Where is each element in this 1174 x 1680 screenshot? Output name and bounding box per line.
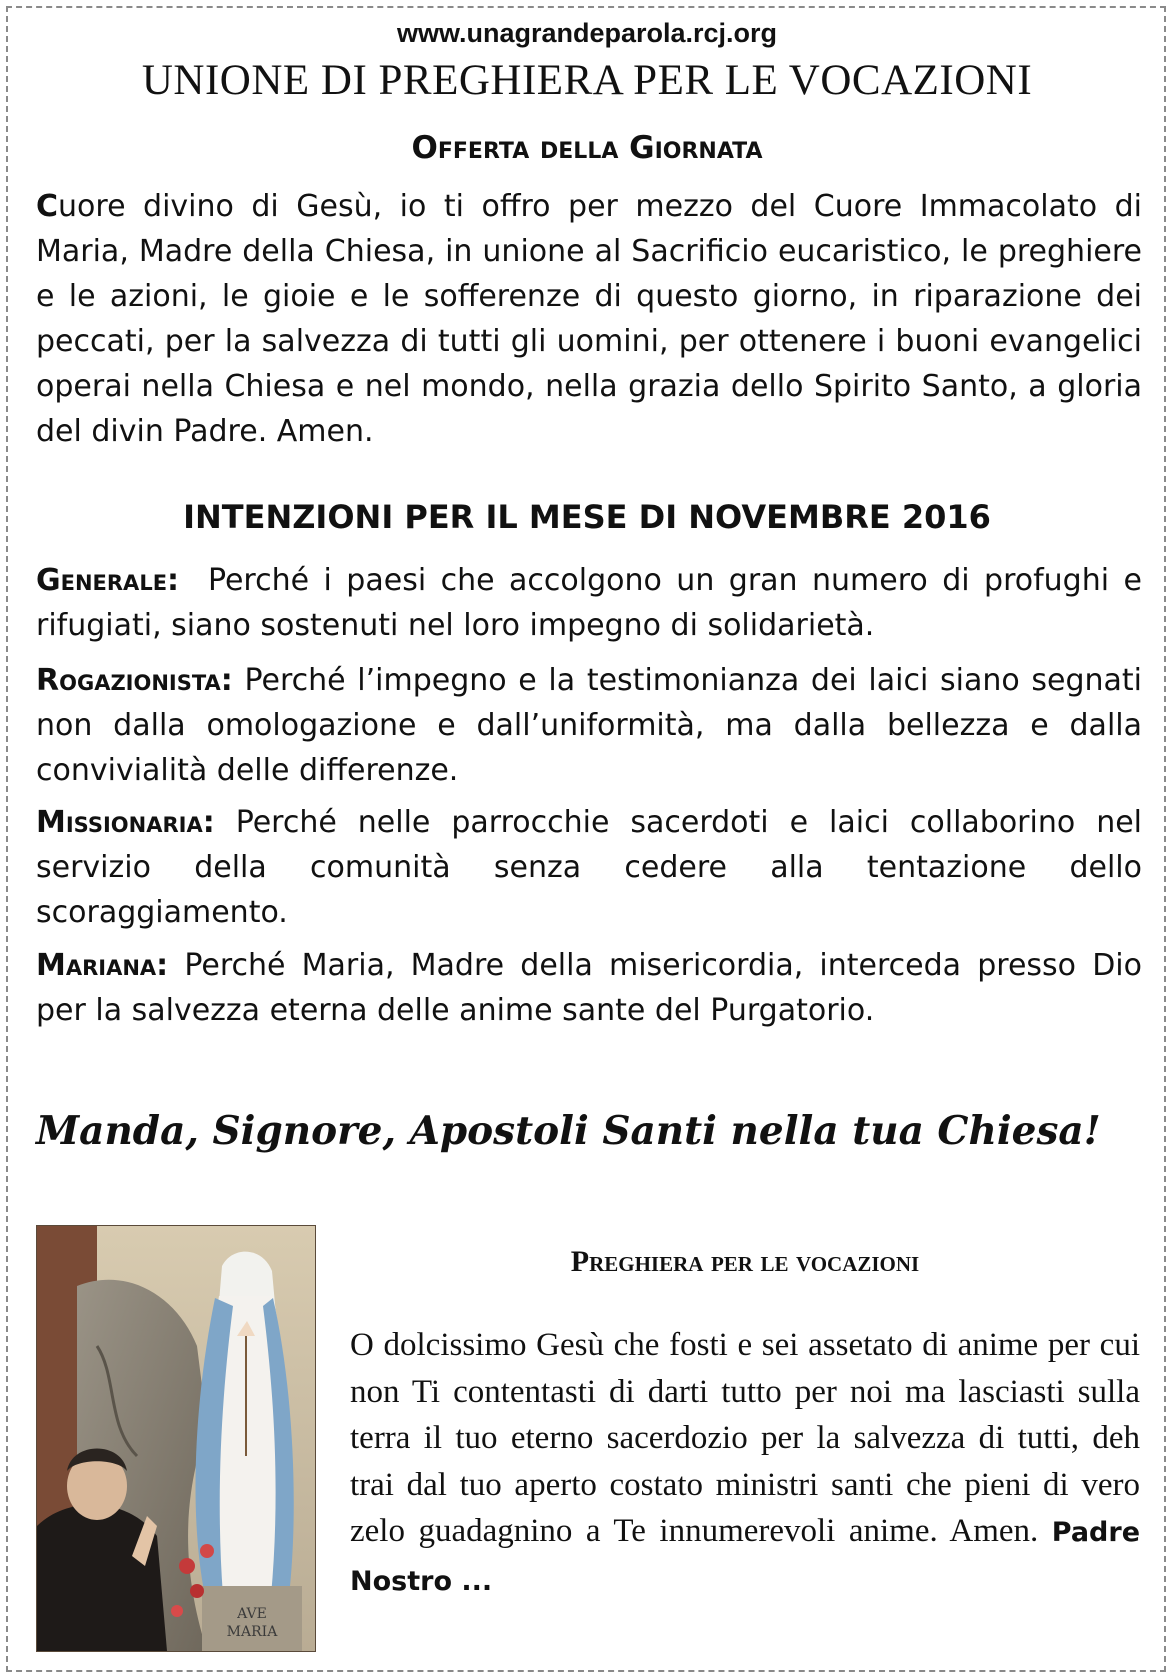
intention-missionaria (36, 800, 1142, 935)
madonna-image (36, 1225, 316, 1652)
intention-text: Perché Maria, Madre della misericordia, interceda presso Dio per la salvezza eterna delle anime sante del Purgatorio. (36, 948, 1142, 1028)
intenzioni-heading: INTENZIONI PER IL MESE DI NOVEMBRE 2016 (183, 498, 991, 536)
prayer-ending: Padre Nostro ... (350, 1517, 1141, 1597)
intention-label: Missionaria: (36, 805, 215, 840)
intention-generale (36, 558, 1142, 648)
prayer-paragraph (350, 1322, 1140, 1605)
offerta-initial: C (36, 189, 59, 224)
offerta-text: uore divino di Gesù, io ti offro per mezzo del Cuore Immacolato di Maria, Madre della Chiesa, in unione al Sacrificio eucaristico, le preghiere e le azioni, le gioie e le sofferenze di questo giorno, in riparazione dei peccati, per la salvezza di tutti gli uomini, per ottenere i buoni evangelici operai nella Chiesa e nel mondo, nella grazia dello Spirito Santo, a gloria del divin Padre. Amen. (36, 189, 1142, 449)
prayer-heading: Preghiera per le vocazioni (570, 1245, 920, 1278)
prayer-text: O dolcissimo Gesù che fosti e sei assetato di anime per cui non Ti contentasti di darti tutto per noi ma lasciasti sulla terra il tuo eterno sacerdozio per la salvezza di tutti, deh trai dal tuo aperto costato ministri santi che pieni di vero zelo guadagnino a Te innumerevoli anime. Amen. (350, 1327, 1140, 1549)
motto: Manda, Signore, Apostoli Santi nella tua Chiesa! (36, 1108, 1101, 1154)
page-title: UNIONE DI PREGHIERA PER LE VOCAZIONI (141, 57, 1033, 104)
intention-label: Generale: (36, 563, 180, 598)
intention-label: Mariana: (36, 948, 169, 983)
inscription-line1: AVE (237, 1606, 267, 1622)
intention-text: Perché i paesi che accolgono un gran numero di profughi e rifugiati, siano sostenuti nel loro impegno di solidarietà. (36, 563, 1142, 643)
intention-label: Rogazionista: (36, 663, 233, 698)
intention-text: Perché nelle parrocchie sacerdoti e laici collaborino nel servizio della comunità senza cedere alla tentazione dello scoraggiamento. (36, 805, 1142, 930)
intention-rogazionista (36, 658, 1142, 793)
offerta-heading: Offerta della Giornata (411, 130, 763, 166)
website-url: www.unagrandeparola.rcj.org (396, 18, 778, 48)
inscription-line2: MARIA (226, 1624, 278, 1640)
intention-text: Perché l’impegno e la testimonianza dei laici siano segnati non dalla omologazione e dall’uniformità, ma dalla bellezza e dalla convivialità delle differenze. (36, 663, 1142, 788)
intention-mariana (36, 943, 1142, 1033)
offerta-paragraph (36, 184, 1142, 454)
